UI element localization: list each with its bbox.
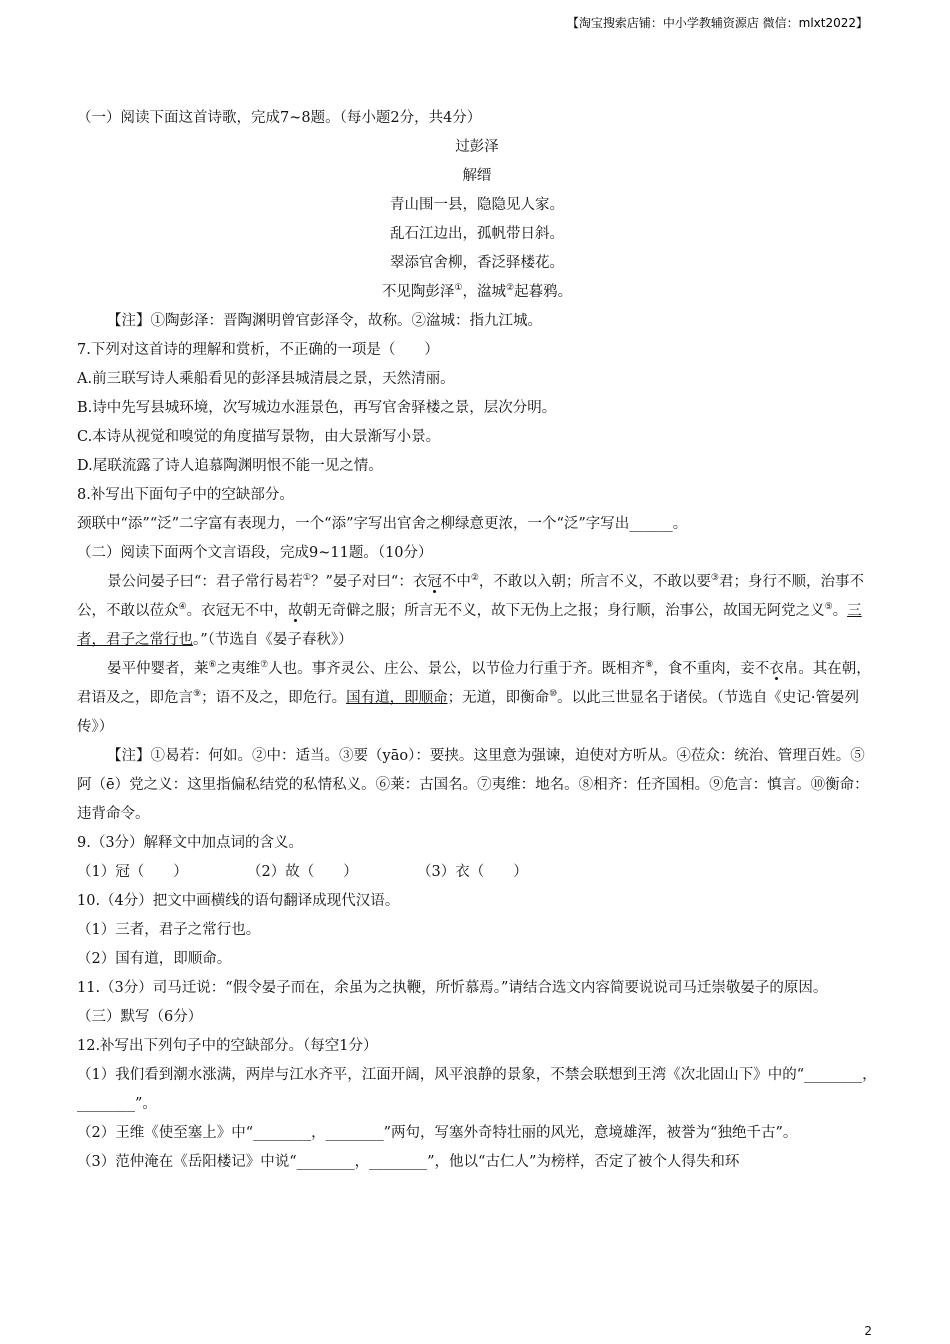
underlined-sentence: 三者，君子之常行也 <box>77 603 862 648</box>
q12-item: （2）王维《使至塞上》中“________，________”两句，写塞外奇特壮丽的风光，意境雄浑，被誉为“独绝千古”。 <box>77 1125 798 1141</box>
question-7: 7.下列对这首诗的理解和赏析，不正确的一项是（ ） <box>77 342 439 358</box>
question-9: 9.（3分）解释文中加点词的含义。 <box>77 835 304 851</box>
poem-author: 解缙 <box>462 168 492 184</box>
q10-item: （2）国有道，即顺命。 <box>77 951 232 967</box>
q7-option-a: A.前三联写诗人乘船看见的彭泽县城清晨之景，天然清丽。 <box>77 371 455 387</box>
question-8: 8.补写出下面句子中的空缺部分。 <box>77 487 294 503</box>
section2-intro: （二）阅读下面两个文言语段，完成9~11题。（10分） <box>77 545 433 561</box>
poem-title: 过彭泽 <box>455 139 499 155</box>
section1-intro: （一）阅读下面这首诗歌，完成7~8题。（每小题2分，共4分） <box>77 110 482 126</box>
question-10: 10.（4分）把文中画横线的语句翻译成现代汉语。 <box>77 893 400 909</box>
dotted-word: 冠 <box>427 574 442 590</box>
document-body <box>77 104 877 1177</box>
poem-line: 青山围一县，隐隐见人家。 <box>390 197 564 213</box>
section3-intro: （三）默写（6分） <box>77 1009 203 1025</box>
question-9-items: （1）冠（ ） （2）故（ ） （3）衣（ ） <box>77 864 528 880</box>
footnote-mark: ① <box>454 283 463 294</box>
underlined-sentence: 国有道，即顺命 <box>346 690 448 706</box>
poem-line: 乱石江边出，孤帆带日斜。 <box>390 226 564 242</box>
classical-passage-1: 景公问晏子曰“：君子常行曷若①？”晏子对曰“：衣冠不中②，不敢以入朝；所言不义，不敢以要③君；身行不顺，治事不公，不敢以莅众④。衣冠无不中，故朝无奇僻之服；所言无不义，故下无伪上之报；身行顺，治事公，故国无阿党之义⑤。三者，君子之常行也。”（节选自《晏子春秋》） <box>77 573 864 648</box>
question-11: 11.（3分）司马迁说：“假令晏子而在，余虽为之执鞭，所忻慕焉。”请结合选文内容简要说说司马迁崇敬晏子的原因。 <box>77 980 828 996</box>
q12-item: （1）我们看到潮水涨满，两岸与江水齐平，江面开阔，风平浪静的景象，不禁会联想到王湾《次北固山下》中的“________，________”。 <box>77 1067 877 1112</box>
store-header: 【淘宝搜索店铺：中小学教辅资源店 微信：mlxt2022】 <box>566 16 868 30</box>
q10-item: （1）三者，君子之常行也。 <box>77 922 261 938</box>
footnote-mark: ② <box>506 283 515 294</box>
question-8-text: 颈联中“添”“泛”二字富有表现力，一个“添”字写出官舍之柳绿意更浓，一个“泛”字写出______。 <box>77 516 688 532</box>
dotted-word: 衣 <box>769 661 784 677</box>
poem-note: 【注】①陶彭泽：晋陶渊明曾官彭泽令，故称。②湓城：指九江城。 <box>107 313 542 329</box>
page-number: 2 <box>864 1324 872 1338</box>
q7-option-c: C.本诗从视觉和嗅觉的角度描写景物，由大景渐写小景。 <box>77 429 441 445</box>
q7-option-d: D.尾联流露了诗人追慕陶渊明恨不能一见之情。 <box>77 458 383 474</box>
q7-option-b: B.诗中先写县城环境，次写城边水涯景色，再写官舍驿楼之景，层次分明。 <box>77 400 557 416</box>
classical-passage-2: 晏平仲婴者，莱⑥之夷维⑦人也。事齐灵公、庄公、景公，以节俭力行重于齐。既相齐⑧，食不重肉，妾不衣帛。其在朝，君语及之，即危言⑨；语不及之，即危行。国有道，即顺命；无道，即衡命⑩。以此三世显名于诸侯。（节选自《史记·管晏列传》） <box>77 660 871 735</box>
question-12: 12.补写出下列句子中的空缺部分。（每空1分） <box>77 1038 378 1054</box>
q12-item: （3）范仲淹在《岳阳楼记》中说“________，________”，他以“古仁人”为榜样，否定了被个人得失和环 <box>77 1154 740 1170</box>
poem-line-last: 不见陶彭泽①，湓城②起暮鸦。 <box>381 283 573 300</box>
dotted-word: 故 <box>288 603 303 619</box>
classical-notes: 【注】①曷若：何如。②中：适当。③要（yāo）：要挟。这里意为强谏，迫使对方听从。④莅众：统治、管理百姓。⑤阿（ē）党之义：这里指偏私结党的私情私义。⑥莱：古国名。⑦夷维：地名。⑧相齐：任齐国相。⑨危言：慎言。⑩衡命：违背命令。 <box>77 748 869 822</box>
poem-line: 翠添官舍柳，香泛驿楼花。 <box>390 255 564 271</box>
